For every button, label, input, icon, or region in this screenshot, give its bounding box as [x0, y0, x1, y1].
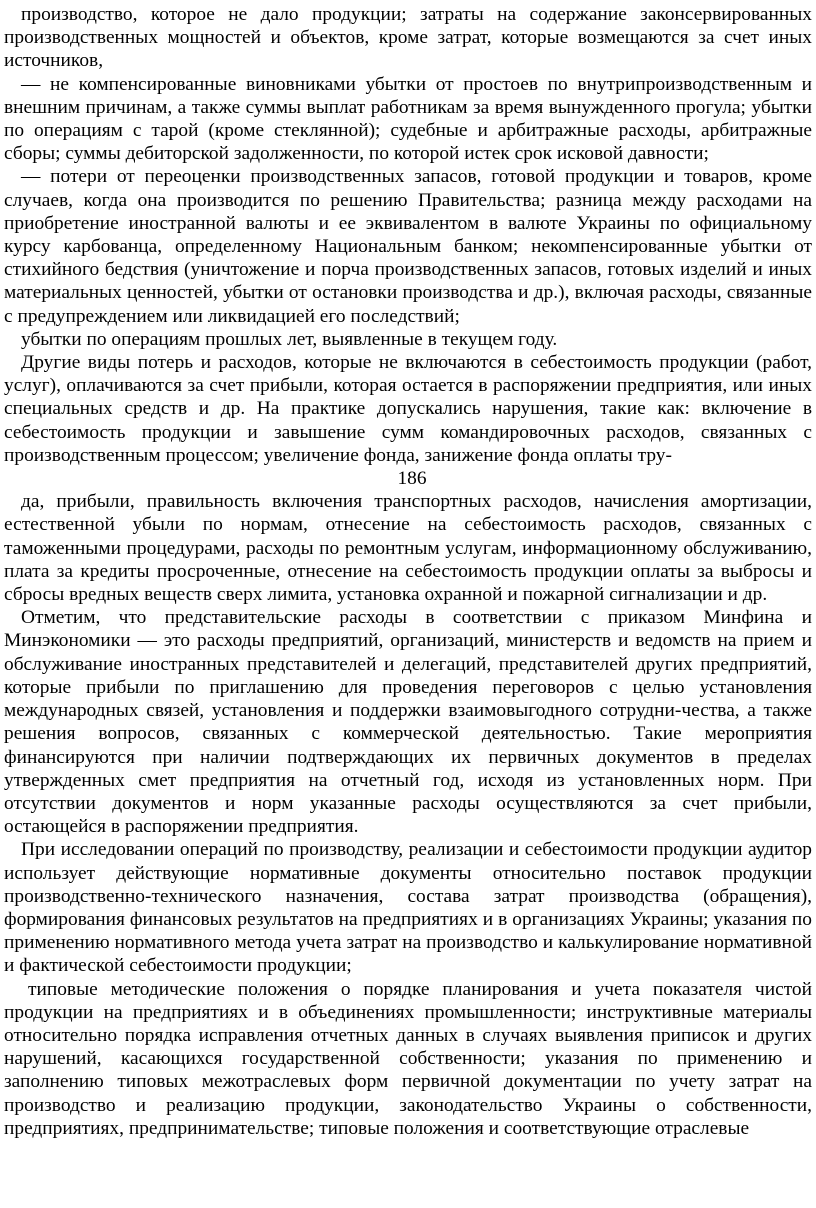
paragraph-3: — потери от переоценки производственных запасов, готовой продукции и товаров, кроме случаев, когда она производится по решению Правительства; разница между расходами на приобретение иностранной валюты и ее эквивалентом в валюте Украины по официальному курсу карбованца, определенному Национальным банком; некомпенсированные убытки от стихийного бедствия (уничтожение и порча производственных запасов, готовых изделий и иных материальных ценностей, убытки от остановки производства и др.), включая расходы, связанные с предупреждением или ликвидацией его последствий;: [4, 166, 812, 327]
paragraph-9: типовые методические положения о порядке планирования и учета показателя чистой продукции на предприятиях и в объединениях промышленности; инструктивные материалы относительно порядка исправления отчетных данных в случаях выявления приписок и других нарушений, касающихся государственной собственности; указания по применению и заполнению типовых межотраслевых форм первичной документации по учету затрат на производство и реализацию продукции, законодательство Украины о собственности, предприятиях, предпринимательстве; типовые положения и соответствующие отраслевые: [4, 978, 812, 1139]
paragraph-5: Другие виды потерь и расходов, которые не включаются в себестоимость продукции (работ, услуг), оплачиваются за счет прибыли, которая остается в распоряжении предприятия, или иных специальных средств и др. На практике допускались нарушения, такие как: включение в себестоимость продукции и завышение сумм командировочных расходов, связанных с производственным процессом; увеличение фонда, занижение фонда оплаты тру-: [4, 352, 812, 466]
paragraph-2: — не компенсированные виновниками убытки от простоев по внутрипроизводственным и внешним причинам, а также суммы выплат работникам за время вынужденного прогула; убытки по операциям с тарой (кроме стеклянной); судебные и арбитражные расходы, арбитражные сборы; суммы дебиторской задолженности, по которой истек срок исковой давности;: [4, 73, 812, 165]
paragraph-7: Отметим, что представительские расходы в соответствии с приказом Минфина и Минэкономики — это расходы предприятий, организаций, министерств и ведомств на прием и обслуживание иностранных представителей и делегаций, представителей других предприятий, которые прибыли по приглашению для проведения переговоров с целью установления международных связей, установления и поддержки взаимовыгодного сотрудни-чества, а также решения вопросов, связанных с коммерческой деятельностью. Такие мероприятия финансируются при наличии подтверждающих их первичных документов в пределах утвержденных смет предприятия на отчетный год, исходя из установленных норм. При отсутствии документов и норм указанные расходы осуществляются за счет прибыли, остающейся в распоряжении предприятия.: [4, 607, 812, 838]
paragraph-4: убытки по операциям прошлых лет, выявленные в текущем году.: [21, 328, 558, 350]
page-number: 186: [397, 468, 427, 490]
paragraph-1: производство, которое не дало продукции; затраты на содержание законсервированных производственных мощностей и объектов, кроме затрат, которые возмещаются за счет иных источников,: [4, 4, 812, 72]
paragraph-8: При исследовании операций по производству, реализации и себестоимости продукции аудитор использует действующие нормативные документы относительно поставок продукции производственно-технического назначения, состава затрат производства (обращения), формирования финансовых результатов на предприятиях и в организациях Украины; указания по применению нормативного метода учета затрат на производство и калькулирование нормативной и фактической себестоимости продукции;: [4, 839, 812, 977]
paragraph-6: да, прибыли, правильность включения транспортных расходов, начисления амортизации, естественной убыли по нормам, отнесение на себестоимость расходов, связанных с таможенными процедурами, расходы по ремонтным услугам, информационному обслуживанию, плата за кредиты просроченные, отнесение на себестоимость продукции оплаты за выбросы и сбросы вредных веществ сверх лимита, установка охранной и пожарной сигнализации и др.: [4, 491, 812, 606]
